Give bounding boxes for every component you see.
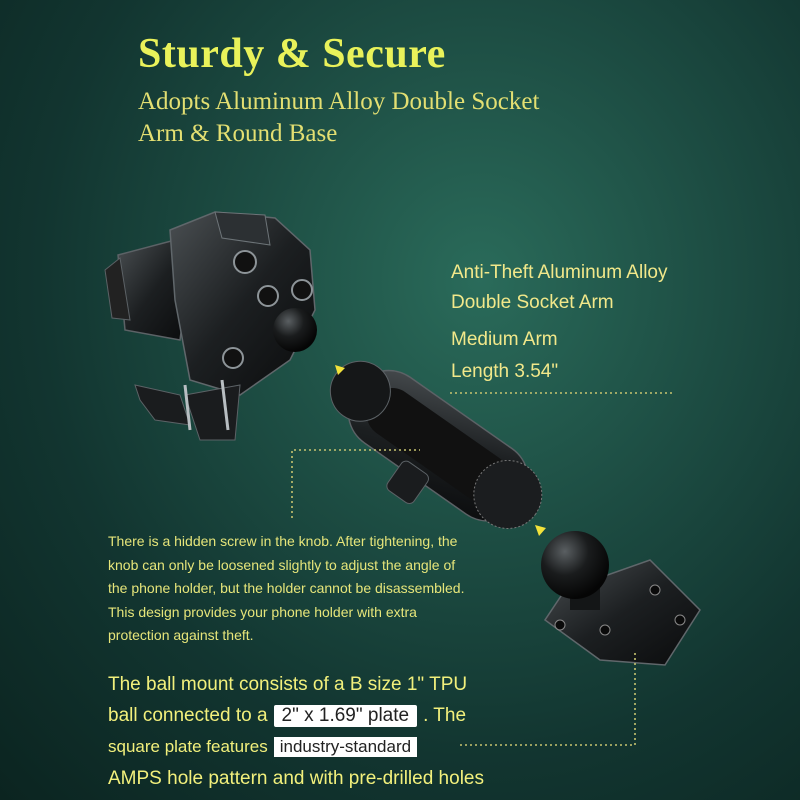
- arm-callout-line-1: Anti-Theft Aluminum Alloy: [451, 262, 668, 283]
- ball-mount-line-2-pre: ball connected to a: [108, 705, 268, 726]
- subtitle-line-1: Adopts Aluminum Alloy Double Socket: [138, 88, 540, 115]
- phone-holder-image: [105, 212, 317, 440]
- ball-base-image: [541, 531, 700, 665]
- ball-mount-line-2: [108, 705, 466, 727]
- industry-standard-chip: industry-standard: [274, 737, 417, 757]
- arm-callout-line-2: Double Socket Arm: [451, 292, 614, 313]
- subtitle-line-2: Arm & Round Base: [138, 120, 338, 147]
- ball-mount-line-1: The ball mount consists of a B size 1" TPU: [108, 674, 468, 695]
- knob-note: There is a hidden screw in the knob. After tightening, the knob can only be loosened slightly to adjust the angle of the phone holder, but the holder cannot be disassembled. This design provides your phone holder with extra protection against theft.: [108, 533, 465, 643]
- page-title: Sturdy & Secure: [138, 31, 446, 77]
- arm-callout-line-3: Medium Arm: [451, 329, 558, 350]
- ball-mount-line-3: [108, 737, 417, 757]
- plate-size-chip: 2" x 1.69" plate: [274, 705, 418, 727]
- ball-mount-line-2-post: . The: [423, 705, 467, 726]
- arm-callout-line-4: Length 3.54": [451, 361, 559, 382]
- ball-mount-line-4: AMPS hole pattern and with pre-drilled holes: [108, 768, 484, 789]
- ball-mount-line-3-pre: square plate features: [108, 737, 268, 756]
